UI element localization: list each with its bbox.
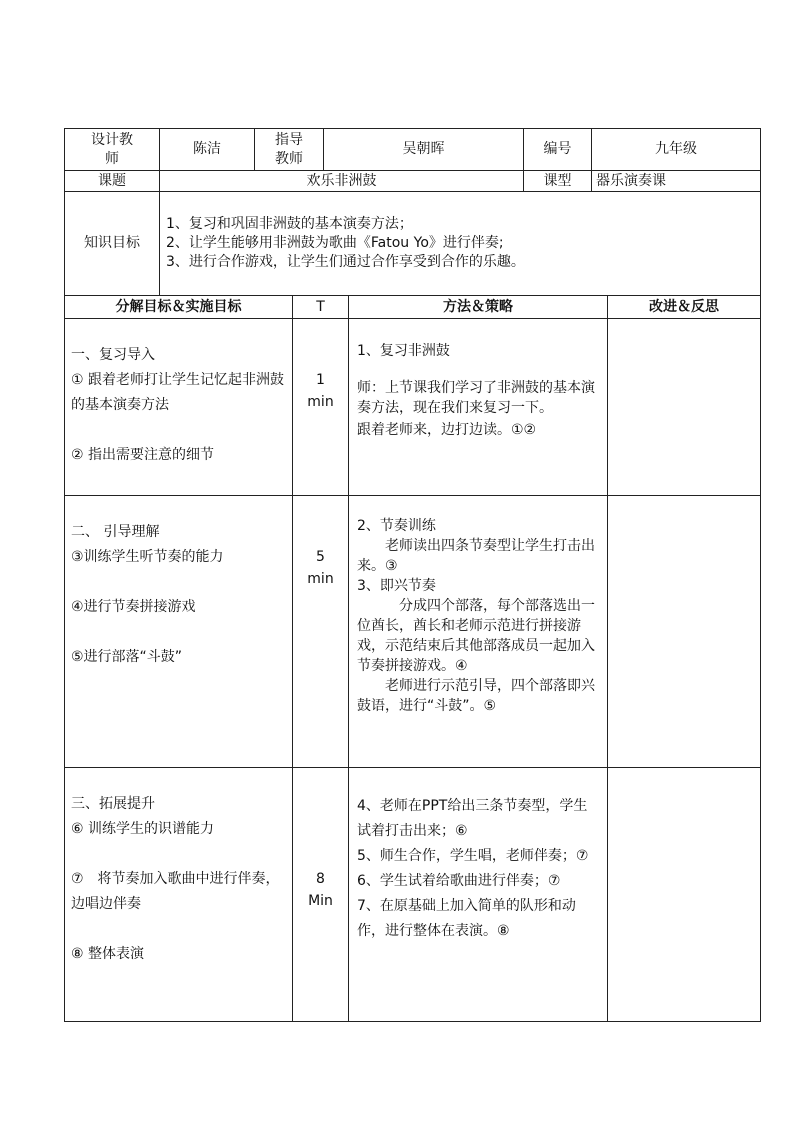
column-header-goals: 分解目标＆实施目标 bbox=[65, 296, 293, 319]
method-text: 4、老师在PPT给出三条节奏型，学生试着打击出来；⑥ bbox=[357, 798, 588, 839]
method-text: 跟着老师来，边打边读。①② bbox=[357, 422, 537, 438]
goal-item: ⑦ 将节奏加入歌曲中进行伴奏，边唱边伴奏 bbox=[71, 871, 280, 912]
goal-item: ⑧ 整体表演 bbox=[71, 946, 145, 962]
reflect-cell bbox=[608, 319, 761, 496]
method-text: 师：上节课我们学习了非洲鼓的基本演奏方法，现在我们来复习一下。 bbox=[357, 380, 595, 416]
column-header-method: 方法＆策略 bbox=[349, 296, 608, 319]
time-cell bbox=[293, 319, 349, 496]
reflect-cell bbox=[608, 496, 761, 768]
knowledge-line: 2、让学生能够用非洲鼓为歌曲《Fatou Yo》进行伴奏; bbox=[166, 235, 504, 251]
number-label: 编号 bbox=[524, 129, 592, 171]
method-text: 7、在原基础上加入简单的队形和动作，进行整体在表演。⑧ bbox=[357, 898, 576, 939]
column-header-time: T bbox=[293, 296, 349, 319]
topic-value: 欢乐非洲鼓 bbox=[160, 171, 524, 192]
section-heading: 一、复习导入 bbox=[71, 347, 155, 363]
designer-label: 设计教师 bbox=[65, 129, 160, 171]
time-cell bbox=[293, 496, 349, 768]
time-value: 5 bbox=[316, 549, 325, 565]
method-text: 6、学生试着给歌曲进行伴奏；⑦ bbox=[357, 873, 561, 889]
time-unit: min bbox=[307, 571, 334, 587]
method-cell bbox=[349, 496, 608, 768]
spacer bbox=[71, 842, 288, 867]
designer-name: 陈洁 bbox=[160, 129, 255, 171]
method-step: 1、复习非洲鼓 bbox=[357, 343, 450, 359]
column-header-reflect: 改进＆反思 bbox=[608, 296, 761, 319]
method-text: 5、师生合作，学生唱，老师伴奏；⑦ bbox=[357, 848, 589, 864]
knowledge-line: 3、进行合作游戏，让学生们通过合作享受到合作的乐趣。 bbox=[166, 254, 525, 270]
time-unit: min bbox=[307, 394, 334, 410]
goal-item: ⑥ 训练学生的识谱能力 bbox=[71, 821, 215, 837]
table-row bbox=[65, 496, 761, 768]
knowledge-goals bbox=[160, 192, 761, 296]
knowledge-line: 1、复习和巩固非洲鼓的基本演奏方法； bbox=[166, 216, 413, 232]
method-step: 2、节奏训练 bbox=[357, 518, 436, 534]
section-heading: 二、 引导理解 bbox=[71, 524, 160, 540]
type-value: 器乐演奏课 bbox=[592, 171, 761, 192]
method-text: 老师进行示范引导，四个部落即兴鼓语，进行“斗鼓”。⑤ bbox=[357, 678, 595, 714]
table-row bbox=[65, 768, 761, 1022]
reflect-cell bbox=[608, 768, 761, 1022]
time-value: 1 bbox=[316, 372, 325, 388]
time-value: 8 bbox=[316, 871, 325, 887]
goals-cell bbox=[65, 319, 293, 496]
goal-item: ④进行节奏拼接游戏 bbox=[71, 599, 196, 615]
lesson-info-table bbox=[64, 128, 761, 296]
spacer bbox=[357, 364, 601, 378]
spacer bbox=[71, 418, 288, 443]
advisor-label: 指导教师 bbox=[255, 129, 324, 171]
advisor-name: 吴朝晖 bbox=[324, 129, 524, 171]
method-text: 老师读出四条节奏型让学生打击出来。③ bbox=[357, 538, 595, 574]
spacer bbox=[71, 570, 288, 595]
goals-cell bbox=[65, 768, 293, 1022]
goal-item: ⑤进行部落“斗鼓” bbox=[71, 649, 183, 665]
spacer bbox=[71, 917, 288, 942]
knowledge-label: 知识目标 bbox=[65, 192, 160, 296]
goal-item: ③训练学生听节奏的能力 bbox=[71, 549, 224, 565]
method-cell bbox=[349, 768, 608, 1022]
goals-cell bbox=[65, 496, 293, 768]
spacer bbox=[71, 620, 288, 645]
method-cell bbox=[349, 319, 608, 496]
method-text: 分成四个部落，每个部落选出一位酋长，酋长和老师示范进行拼接游戏，示范结束后其他部落成员一起加入节奏拼接游戏。④ bbox=[357, 598, 595, 674]
section-heading: 三、拓展提升 bbox=[71, 796, 155, 812]
method-step: 3、即兴节奏 bbox=[357, 578, 436, 594]
table-row bbox=[65, 319, 761, 496]
grade-value: 九年级 bbox=[592, 129, 761, 171]
time-cell bbox=[293, 768, 349, 1022]
goal-item: ① 跟着老师打让学生记忆起非洲鼓的基本演奏方法 bbox=[71, 372, 285, 413]
teaching-process-table bbox=[64, 295, 761, 1022]
goal-item: ② 指出需要注意的细节 bbox=[71, 447, 215, 463]
time-unit: Min bbox=[308, 893, 333, 909]
topic-label: 课题 bbox=[65, 171, 160, 192]
type-label: 课型 bbox=[524, 171, 592, 192]
